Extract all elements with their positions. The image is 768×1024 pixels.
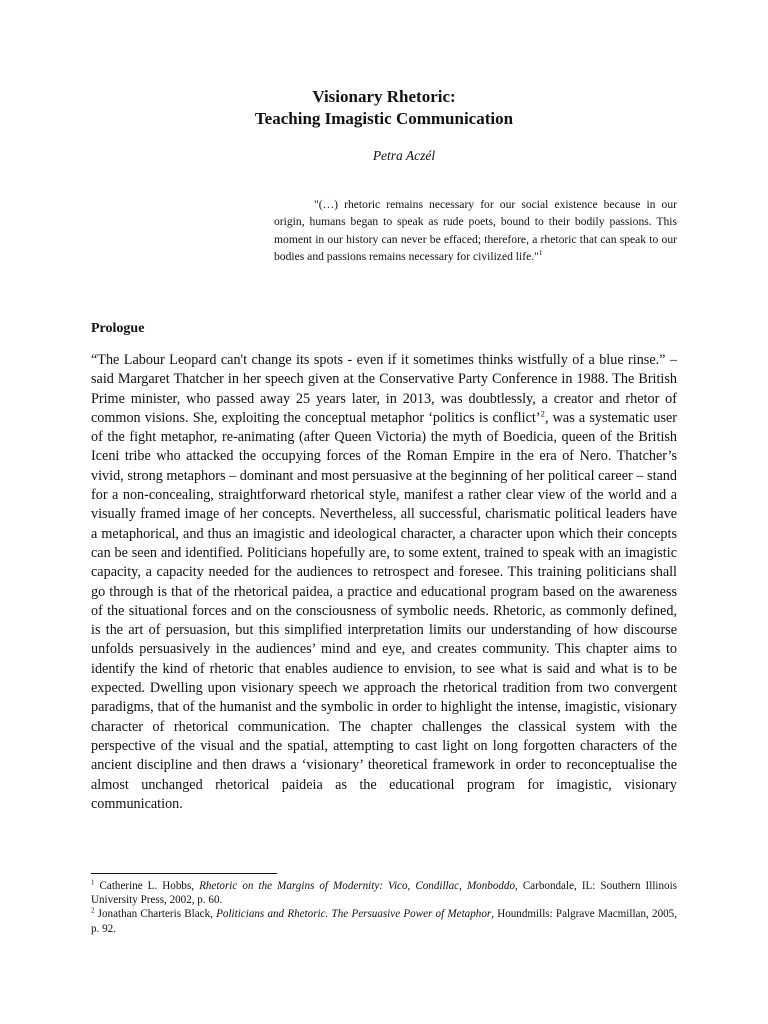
body-footnote-ref[interactable]: 2 <box>540 408 545 419</box>
author-name <box>0 148 768 164</box>
body-text-part-1: “The Labour Leopard can't change its spots - even if it sometimes thinks wistfully of a blue rinse.” – said Margaret Thatcher in her speech given at the Conservative Party Conference in 1988. The British Prime minister, who passed away 25 years later, in 2013, was doubtlessly, a creator and rhetor of common visions. She, exploiting the conceptual metaphor ‘politics is conflict’ <box>91 352 677 426</box>
epigraph-quote <box>274 196 677 266</box>
epigraph-text: "(…) rhetoric remains necessary for our social existence because in our origin, humans began to speak as rude poets, bound to their bodily passions. This moment in our history can never be effaced; therefore, a rhetoric that can speak to our bodies and passions remains necessary for civilized life." <box>274 198 677 264</box>
section-heading-prologue: Prologue <box>91 321 145 336</box>
footnote-1-before: Catherine L. Hobbs, <box>94 880 200 892</box>
author-name-text: Petra Aczél <box>372 148 436 163</box>
footnote-1-after: Carbondale, IL: Southern Illinois University Press, 2002, p. 60. <box>91 880 677 907</box>
title-line-2: Teaching Imagistic Communication <box>254 109 514 128</box>
footnotes <box>91 879 677 936</box>
footnote-separator <box>91 873 277 874</box>
footnote-1-number: 1 <box>91 879 95 887</box>
footnote-2-after: , Houndmills: Palgrave Macmillan, 2005, p. 92. <box>91 908 678 935</box>
footnote-2 <box>91 907 677 935</box>
body-paragraph <box>91 351 677 814</box>
footnote-2-number: 2 <box>91 907 95 915</box>
epigraph-footnote-ref[interactable]: 1 <box>538 249 543 258</box>
footnote-1-title: Rhetoric on the Margins of Modernity: Vico, Condillac, Monboddo, <box>199 880 518 892</box>
footnote-2-before: Jonathan Charteris Black, <box>94 908 217 921</box>
title-block <box>0 86 768 130</box>
footnote-1 <box>91 879 677 907</box>
title-line-1: Visionary Rhetoric: <box>312 87 456 106</box>
body-text-part-2: , was a systematic user of the fight metaphor, re-animating (after Queen Victoria) the myth of Boedicia, queen of the British Iceni tribe who attacked the occupying forces of the Roman Empire in the era of Nero. Thatcher’s vivid, strong metaphors – dominant and most persuasive at the beginning of her political career – stand for a non-concealing, straightforward rhetorical style, manifest a rather clear view of the world and a visually framed image of her concepts. Nevertheless, all successful, charismatic political leaders have a metaphorical, and thus an imagistic and ideological character, a character upon which their concepts can be seen and identified. Politicians hopefully are, to some extent, trained to speak with an imagistic capacity, a capacity needed for the audiences to retrospect and foresee. This training politicians shall go through is that of the rhetorical paidea, a practice and educational program based on the awareness of the situational forces and on the consciousness of symbolic needs. Rhetoric, as commonly defined, is the art of persuasion, but this simplified interpretation limits our understanding of how discourse unfolds persuasively in the audiences’ mind and eye, and creates community. This chapter aims to identify the kind of rhetoric that enables audience to envision, to see what is said and what is to be expected. Dwelling upon visionary speech we approach the rhetorical tradition from two convergent paradigms, that of the humanist and the symbolic in order to highlight the intense, imagistic, visionary character of rhetorical communication. The chapter challenges the classical system with the perspective of the visual and the spatial, attempting to cast light on long forgotten characters of the ancient discipline and then draws a ‘visionary’ theoretical framework in order to reconceptualise the almost unchanged rhetorical paideia as the educational program for imagistic, visionary communication. <box>91 409 678 812</box>
footnote-2-title: Politicians and Rhetoric. The Persuasive Power of Metaphor <box>216 908 492 921</box>
